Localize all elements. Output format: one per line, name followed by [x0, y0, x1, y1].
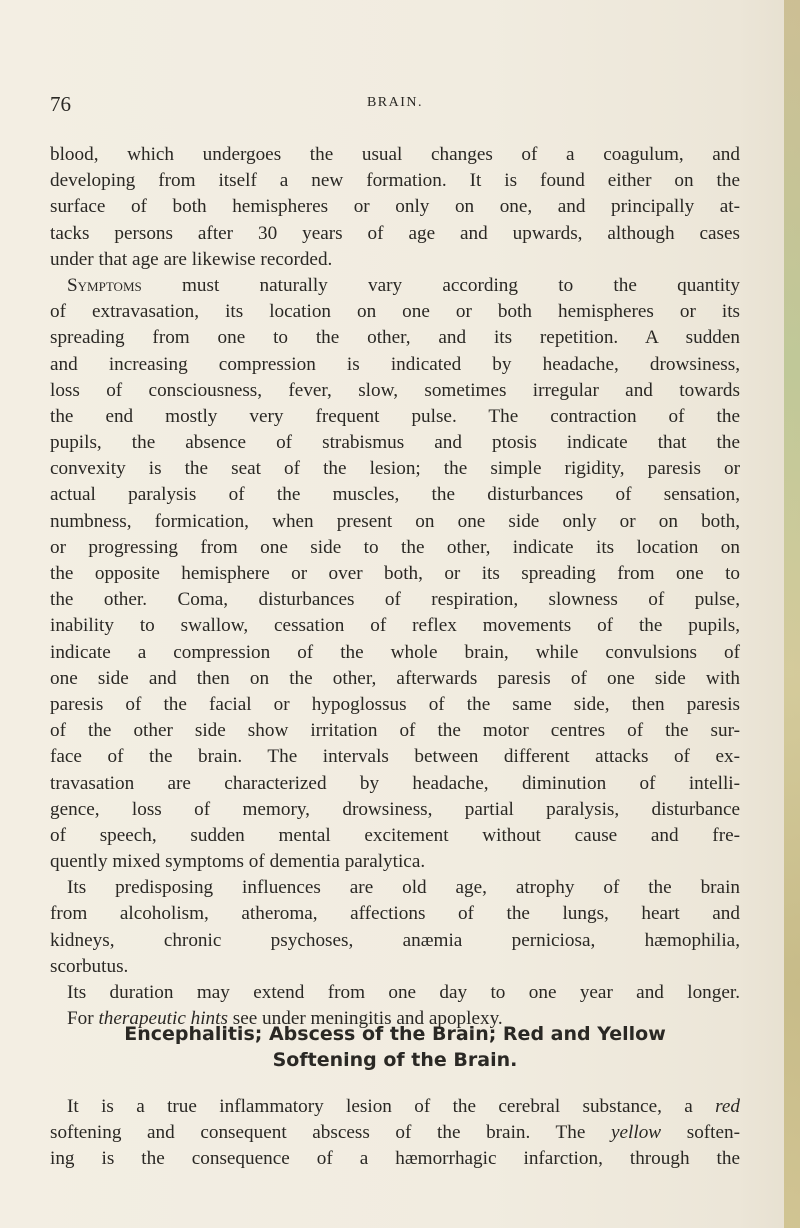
text-line: paresis of the facial or hypoglossus of the same side, then paresis [50, 693, 740, 715]
section-p1-start: It is a true inflammatory lesion of the cerebral substance, a [67, 1096, 716, 1117]
text-line: the opposite hemisphere or over both, or its spreading from one to [50, 563, 740, 584]
red-word: red [715, 1096, 740, 1117]
running-head [50, 92, 740, 116]
symptoms-rest: must naturally vary according to the quantity [141, 274, 740, 296]
text-line: Its predisposing influences are old age, atrophy of the brain [67, 877, 740, 899]
text-line: quently mixed symptoms of dementia paralytica. [50, 851, 426, 873]
section-line: ing is the consequence of a hæmorrhagic infarction, through the [50, 1148, 740, 1170]
section-p2-start: softening and consequent abscess of the brain. The [50, 1122, 612, 1144]
text-line: spreading from one to the other, and its repetition. A sudden [50, 327, 740, 349]
text-line: under that age are likewise recorded. [50, 248, 333, 270]
for-word: For [67, 1008, 99, 1030]
text-line: one side and then on the other, afterwards paresis of one side with [50, 667, 740, 689]
section-line [50, 1120, 740, 1146]
section-p2-end: soften- [661, 1122, 741, 1144]
text-line: surface of both hemispheres or only on one, and principally at- [50, 196, 740, 218]
text-line: from alcoholism, atheroma, affections of the lungs, heart and [50, 903, 740, 925]
page-edge [784, 0, 800, 1228]
page-number: 76 [50, 92, 71, 116]
text-line: developing from itself a new formation. It is found either on the [50, 170, 740, 192]
text-line: of extravasation, its location on one or both hemispheres or its [50, 301, 740, 323]
text-line: gence, loss of memory, drowsiness, partial paralysis, disturbance [50, 798, 740, 820]
section-body [50, 1094, 740, 1173]
text-line: convexity is the seat of the lesion; the simple rigidity, paresis or [50, 458, 740, 480]
text-line: indicate a compression of the whole brain, while convulsions of [50, 641, 740, 663]
text-line: of the other side show irritation of the motor centres of the sur- [50, 720, 740, 742]
text-line: face of the brain. The intervals between different attacks of ex- [50, 746, 740, 768]
symptoms-word: Symptoms [67, 274, 142, 296]
text-line: travasation are characterized by headache, diminution of intelli- [50, 772, 740, 794]
yellow-word: yellow [611, 1122, 662, 1144]
text-line: scorbutus. [50, 955, 129, 977]
text-line: the other. Coma, disturbances of respiration, slowness of pulse, [50, 589, 740, 611]
text-line: or progressing from one side to the other, indicate its location on [50, 536, 740, 558]
section-heading [50, 1021, 740, 1073]
text-line: Its duration may extend from one day to one year and longer. [67, 982, 740, 1003]
text-line: actual paralysis of the muscles, the disturbances of sensation, [50, 484, 740, 506]
text-line: numbness, formication, when present on one side only or on both, [50, 510, 740, 532]
text-line: loss of consciousness, fever, slow, sometimes irregular and towards [50, 379, 740, 401]
section-line [50, 1094, 740, 1120]
therapeutic-hints: therapeutic hints [98, 1008, 228, 1030]
text-line: of speech, sudden mental excitement without cause and fre- [50, 824, 740, 846]
section-heading-line2: Softening of the Brain. [272, 1049, 518, 1071]
see-rest: see under meningitis and apoplexy. [227, 1008, 503, 1030]
text-line: pupils, the absence of strabismus and ptosis indicate that the [50, 432, 740, 454]
running-title: BRAIN. [366, 95, 424, 110]
body-text [50, 142, 740, 1032]
text-line: blood, which undergoes the usual changes of a coagulum, and [50, 144, 740, 165]
text-line: the end mostly very frequent pulse. The contraction of the [50, 405, 740, 427]
text-line: kidneys, chronic psychoses, anæmia perniciosa, hæmophilia, [50, 929, 740, 951]
text-line: tacks persons after 30 years of age and upwards, although cases [50, 222, 740, 244]
text-line: and increasing compression is indicated by headache, drowsiness, [50, 353, 740, 375]
section-heading-line1: Encephalitis; Abscess of the Brain; Red and Yellow [124, 1023, 666, 1045]
text-line: inability to swallow, cessation of reflex movements of the pupils, [50, 615, 740, 637]
symptoms-line [50, 273, 740, 299]
